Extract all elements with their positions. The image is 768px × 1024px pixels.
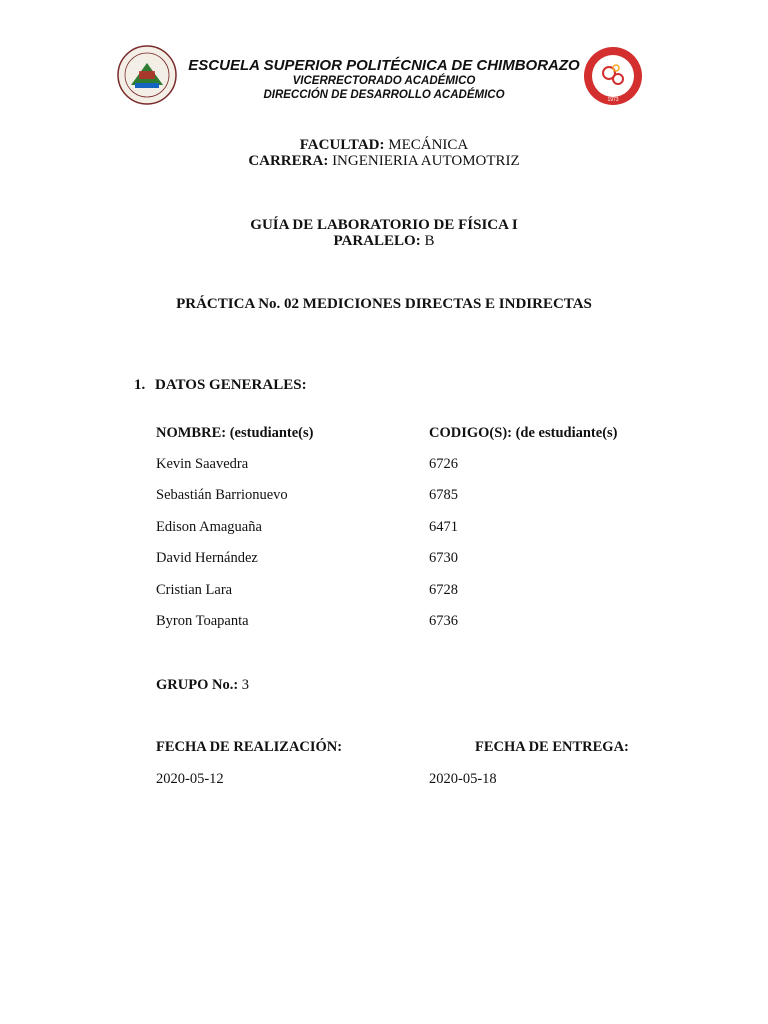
academic-direction: DIRECCIÓN DE DESARROLLO ACADÉMICO [263, 89, 505, 101]
student-name: Byron Toapanta [156, 613, 249, 629]
realization-date-label: FECHA DE REALIZACIÓN: [156, 739, 343, 755]
career-value: INGENIERIA AUTOMOTRIZ [332, 153, 520, 169]
institution-name: ESCUELA SUPERIOR POLITÉCNICA DE CHIMBORAZO [188, 57, 580, 74]
student-name: David Hernández [156, 550, 258, 566]
delivery-date-label: FECHA DE ENTREGA: [475, 739, 629, 755]
column-header-name: NOMBRE: (estudiante(s) [156, 425, 314, 441]
career-line [0, 153, 768, 170]
student-code: 6726 [429, 456, 458, 472]
section-number: 1. [134, 377, 146, 393]
column-header-code: CODIGO(S): (de estudiante(s) [429, 425, 618, 441]
career-label: CARRERA: [248, 153, 329, 169]
guide-title: GUÍA DE LABORATORIO DE FÍSICA I [250, 217, 518, 233]
vice-rectorate: VICERRECTORADO ACADÉMICO [292, 75, 476, 87]
practice-title: PRÁCTICA No. 02 MEDICIONES DIRECTAS E INDIRECTAS [176, 296, 592, 312]
faculty-value: MECÁNICA [388, 137, 469, 153]
group-value: 3 [241, 677, 250, 693]
faculty-label: FACULTAD: [299, 137, 385, 153]
student-code: 6730 [429, 550, 458, 566]
student-name: Cristian Lara [156, 582, 233, 598]
student-code: 6736 [429, 613, 458, 629]
faculty-seal-year: 1973 [607, 97, 619, 103]
parallel-value: B [424, 233, 435, 249]
realization-date: 2020-05-12 [156, 771, 224, 787]
parallel-label: PARALELO: [333, 233, 421, 249]
student-name: Sebastián Barrionuevo [156, 487, 288, 503]
delivery-date: 2020-05-18 [429, 771, 497, 787]
student-code: 6785 [429, 487, 458, 503]
faculty-line [0, 137, 768, 154]
student-name: Kevin Saavedra [156, 456, 249, 472]
student-name: Edison Amaguaña [156, 519, 262, 535]
section-title: DATOS GENERALES: [155, 377, 307, 393]
parallel-line [0, 233, 768, 250]
section-heading [134, 377, 307, 394]
student-code: 6471 [429, 519, 458, 535]
group-line [156, 677, 249, 694]
group-label: GRUPO No.: [156, 677, 239, 693]
student-code: 6728 [429, 582, 458, 598]
